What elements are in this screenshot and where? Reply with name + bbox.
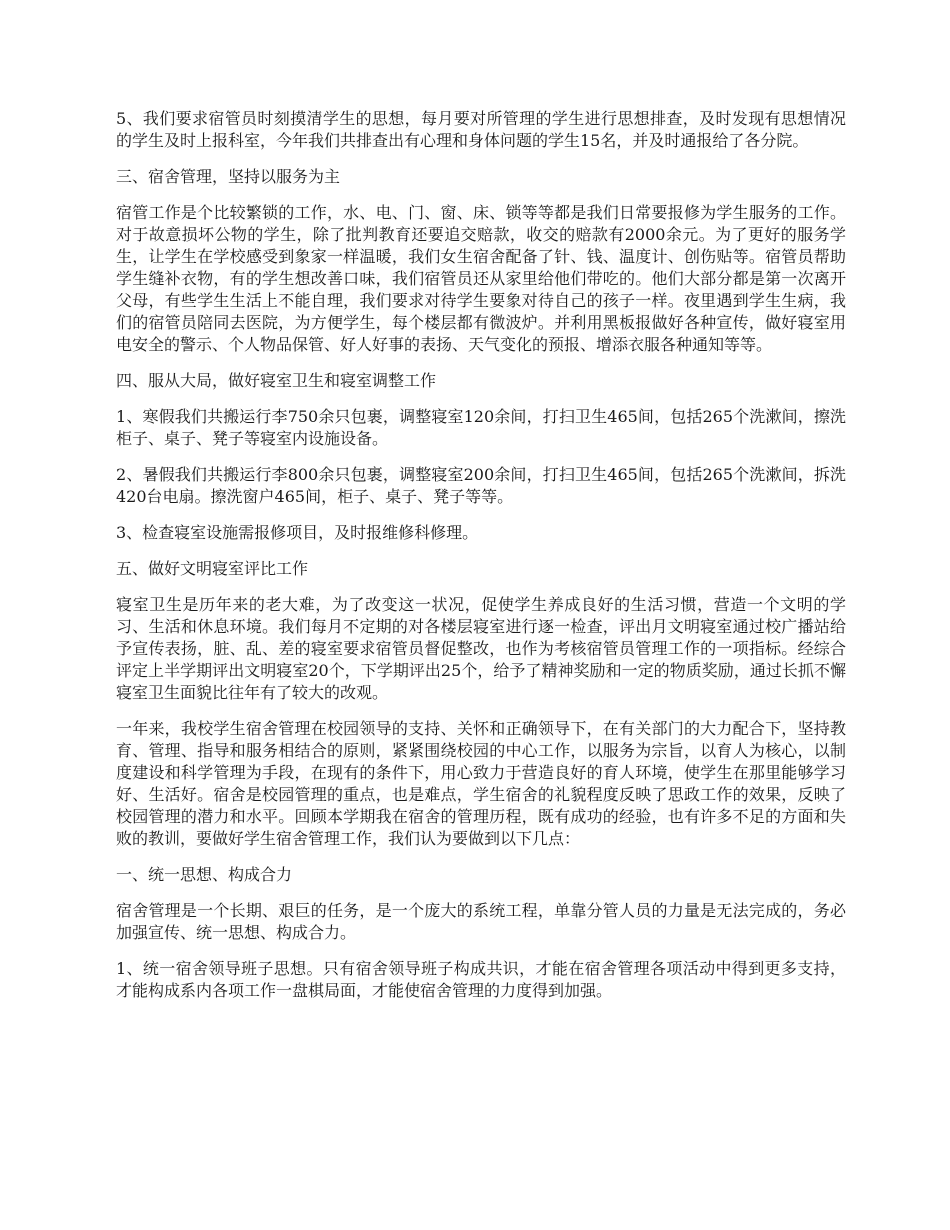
paragraph-repair-check: 3、检查寝室设施需报修项目，及时报维修科修理。 [116,523,479,542]
paragraph-dorm-hygiene: 寝室卫生是历年来的老大难，为了改变这一状况，促使学生养成良好的生活习惯，营造一个文明的学习、生活和休息环境。我们每月不定期的对各楼层寝室进行逐一检查，评出月文明寝室通过校广播站给予宣传表扬，脏、乱、差的寝室要求宿管员督促整改，也作为考核宿管员管理工作的一项指标。经综合评定上半学期评出文明寝室20个，下学期评出25个，给予了精神奖励和一定的物质奖励，通过长抓不懈寝室卫生面貌比往年有了较大的改观。 [116,595,846,702]
section-heading-hygiene-adjustment: 四、服从大局，做好寝室卫生和寝室调整工作 [116,371,437,390]
paragraph-winter-vacation: 1、寒假我们共搬运行李750余只包裹，调整寝室120余间，打扫卫生465间，包括265个洗漱间，擦洗柜子、桌子、凳子等寝室内设施设备。 [116,407,846,448]
paragraph-year-summary: 一年来，我校学生宿舍管理在校园领导的支持、关怀和正确领导下，在有关部门的大力配合下，坚持教育、管理、指导和服务相结合的原则，紧紧围绕校园的中心工作，以服务为宗旨，以育人为核心，以制度建设和科学管理为手段，在现有的条件下，用心致力于营造良好的育人环境，使学生在那里能够学习好、生活好。宿舍是校园管理的重点，也是难点，学生宿舍的礼貌程度反映了思政工作的效果，反映了校园管理的潜力和水平。回顾本学期我在宿舍的管理历程，既有成功的经验，也有许多不足的方面和失败的教训，要做好学生宿舍管理工作，我们认为要做到以下几点： [116,719,846,848]
paragraph-long-term-task: 宿舍管理是一个长期、艰巨的任务，是一个庞大的系统工程，单靠分管人员的力量是无法完成的，务必加强宣传、统一思想、构成合力。 [116,901,846,942]
document-page [116,108,846,1016]
paragraph-leadership-unity: 1、统一宿舍领导班子思想。只有宿舍领导班子构成共识，才能在宿舍管理各项活动中得到更多支持，才能构成系内各项工作一盘棋局面，才能使宿舍管理的力度得到加强。 [116,959,846,1000]
section-heading-civilized-dorm: 五、做好文明寝室评比工作 [116,559,309,578]
paragraph-item-5-report: 5、我们要求宿管员时刻摸清学生的思想，每月要对所管理的学生进行思想排查，及时发现有思想情况的学生及时上报科室，今年我们共排查出有心理和身体问题的学生15名，并及时通报给了各分院。 [116,109,846,150]
paragraph-summer-vacation: 2、暑假我们共搬运行李800余只包裹，调整寝室200余间，打扫卫生465间，包括265个洗漱间，拆洗420台电扇。擦洗窗户465间，柜子、桌子、凳子等等。 [116,465,846,506]
section-heading-unify-thought: 一、统一思想、构成合力 [116,865,293,884]
section-heading-dormitory-management: 三、宿舍管理，坚持以服务为主 [116,167,341,186]
paragraph-service-work: 宿管工作是个比较繁锁的工作，水、电、门、窗、床、锁等等都是我们日常要报修为学生服务的工作。对于故意损坏公物的学生，除了批判教育还要追交赔款，收交的赔款有2000余元。为了更好的服务学生，让学生在学校感受到象家一样温暖，我们女生宿舍配备了针、钱、温度计、创伤贴等。宿管员帮助学生缝补衣物，有的学生想改善口味，我们宿管员还从家里给他们带吃的。他们大部分都是第一次离开父母，有些学生生活上不能自理，我们要求对待学生要象对待自己的孩子一样。夜里遇到学生生病，我们的宿管员陪同去医院，为方便学生，每个楼层都有微波炉。并利用黑板报做好各种宣传，做好寝室用电安全的警示、个人物品保管、好人好事的表扬、天气变化的预报、增添衣服各种通知等等。 [116,203,846,354]
